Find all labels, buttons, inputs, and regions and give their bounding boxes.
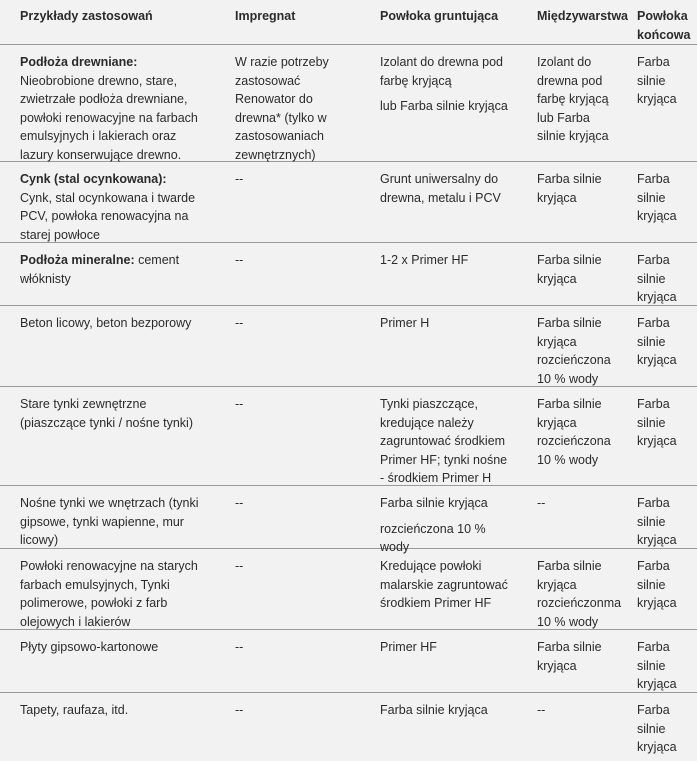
cell-primer: Kredujące powłoki malarskie zagruntować środkiem Primer HF	[380, 559, 508, 610]
cell-primer	[360, 486, 517, 554]
table-row	[0, 243, 697, 306]
cell-example	[0, 243, 215, 305]
cell-example	[0, 45, 215, 161]
cell-impregnat: --	[235, 640, 244, 654]
cell-intermediate: --	[537, 703, 546, 717]
cell-impregnat: --	[235, 253, 244, 267]
cell-final: Farba silnie kryjąca	[637, 172, 677, 223]
table-row	[0, 162, 697, 243]
primer-line-alt: rozcieńczona 10 % wody	[380, 521, 486, 554]
cell-intermediate: Farba silnie kryjąca rozcieńczona 10 % wody	[537, 316, 611, 386]
cell-example	[0, 162, 215, 242]
header-examples: Przykłady zastosowań	[20, 9, 153, 23]
cell-final: Farba silnie kryjąca	[637, 559, 677, 610]
example-description: Nieobrobione drewno, stare, zwietrzałe podłoża drewniane, powłoki renowacyjne na farbach emulsyjnych i lakierach oraz lazury konserwujące drewno.	[20, 73, 198, 162]
cell-example: Powłoki renowacyjne na starych farbach emulsyjnych, Tynki polimerowe, powłoki z farb olejowych i lakierów	[20, 559, 198, 629]
cell-primer: Primer H	[380, 316, 430, 330]
cell-final: Farba silnie kryjąca	[637, 703, 677, 754]
cell-primer	[360, 45, 517, 161]
cell-primer: Primer HF	[380, 640, 437, 654]
primer-line: Izolant do drewna pod farbę kryjącą	[380, 55, 504, 88]
example-category: Podłoża mineralne:	[20, 253, 135, 267]
example-description: cement włóknisty	[20, 253, 180, 286]
table-row	[0, 630, 697, 693]
primer-line: Farba silnie kryjąca	[380, 496, 488, 510]
cell-example: Beton licowy, beton bezporowy	[20, 316, 192, 330]
table-row	[0, 549, 697, 630]
cell-intermediate: --	[537, 496, 546, 510]
table-row	[0, 387, 697, 486]
cell-impregnat: --	[235, 316, 244, 330]
cell-primer: Tynki piaszczące, kredujące należy zagruntować środkiem Primer HF; tynki nośne - środkiem Primer H	[380, 397, 508, 485]
cell-impregnat: --	[235, 496, 244, 510]
cell-intermediate: Farba silnie kryjąca	[537, 253, 602, 286]
example-description: Cynk, stal ocynkowana i twarde PCV, powłoka renowacyjna na starej powłoce	[20, 190, 196, 242]
cell-intermediate: Farba silnie kryjąca rozcieńczona 10 % wody	[537, 397, 611, 467]
cell-example: Tapety, raufaza, itd.	[20, 703, 129, 717]
cell-final: Farba silnie kryjąca	[637, 640, 677, 691]
cell-impregnat: --	[235, 703, 244, 717]
cell-impregnat: --	[235, 397, 244, 411]
cell-final: Farba silnie kryjąca	[637, 253, 677, 304]
header-impregnat: Impregnat	[235, 9, 296, 23]
cell-final: Farba silnie kryjąca	[637, 496, 677, 547]
table-header	[0, 0, 697, 45]
cell-example: Stare tynki zewnętrzne (piaszczące tynki / nośne tynki)	[20, 397, 193, 430]
table-row	[0, 486, 697, 554]
primer-line-alt: lub Farba silnie kryjąca	[380, 99, 508, 113]
cell-intermediate: Farba silnie kryjąca rozcieńczonma 10 % wody	[537, 559, 622, 629]
cell-final: Farba silnie kryjąca	[637, 55, 677, 106]
header-primer: Powłoka gruntująca	[380, 9, 499, 23]
header-intermediate: Międzywarstwa	[537, 9, 629, 23]
cell-impregnat: --	[235, 172, 244, 186]
cell-primer: Grunt uniwersalny do drewna, metalu i PCV	[380, 172, 501, 205]
cell-intermediate: Farba silnie kryjąca	[537, 640, 602, 673]
example-category: Cynk (stal ocynkowana):	[20, 172, 167, 186]
cell-primer: 1-2 x Primer HF	[380, 253, 469, 267]
cell-final: Farba silnie kryjąca	[637, 316, 677, 367]
cell-intermediate: Izolant do drewna pod farbę kryjącą lub Farba silnie kryjąca	[537, 55, 609, 143]
cell-impregnat: W razie potrzeby zastosować Renowator do drewna* (tylko w zastosowaniach zewnętrznych)	[235, 55, 329, 162]
header-final: Powłoka końcowa	[637, 9, 691, 42]
table-row	[0, 306, 697, 387]
cell-impregnat: --	[235, 559, 244, 573]
cell-example: Nośne tynki we wnętrzach (tynki gipsowe, tynki wapienne, mur licowy)	[20, 496, 199, 547]
cell-final: Farba silnie kryjąca	[637, 397, 677, 448]
cell-primer: Farba silnie kryjąca	[380, 703, 488, 717]
example-category: Podłoża drewniane:	[20, 55, 138, 69]
table-row	[0, 693, 697, 761]
cell-example: Płyty gipsowo-kartonowe	[20, 640, 159, 654]
cell-intermediate: Farba silnie kryjąca	[537, 172, 602, 205]
table-row	[0, 45, 697, 162]
